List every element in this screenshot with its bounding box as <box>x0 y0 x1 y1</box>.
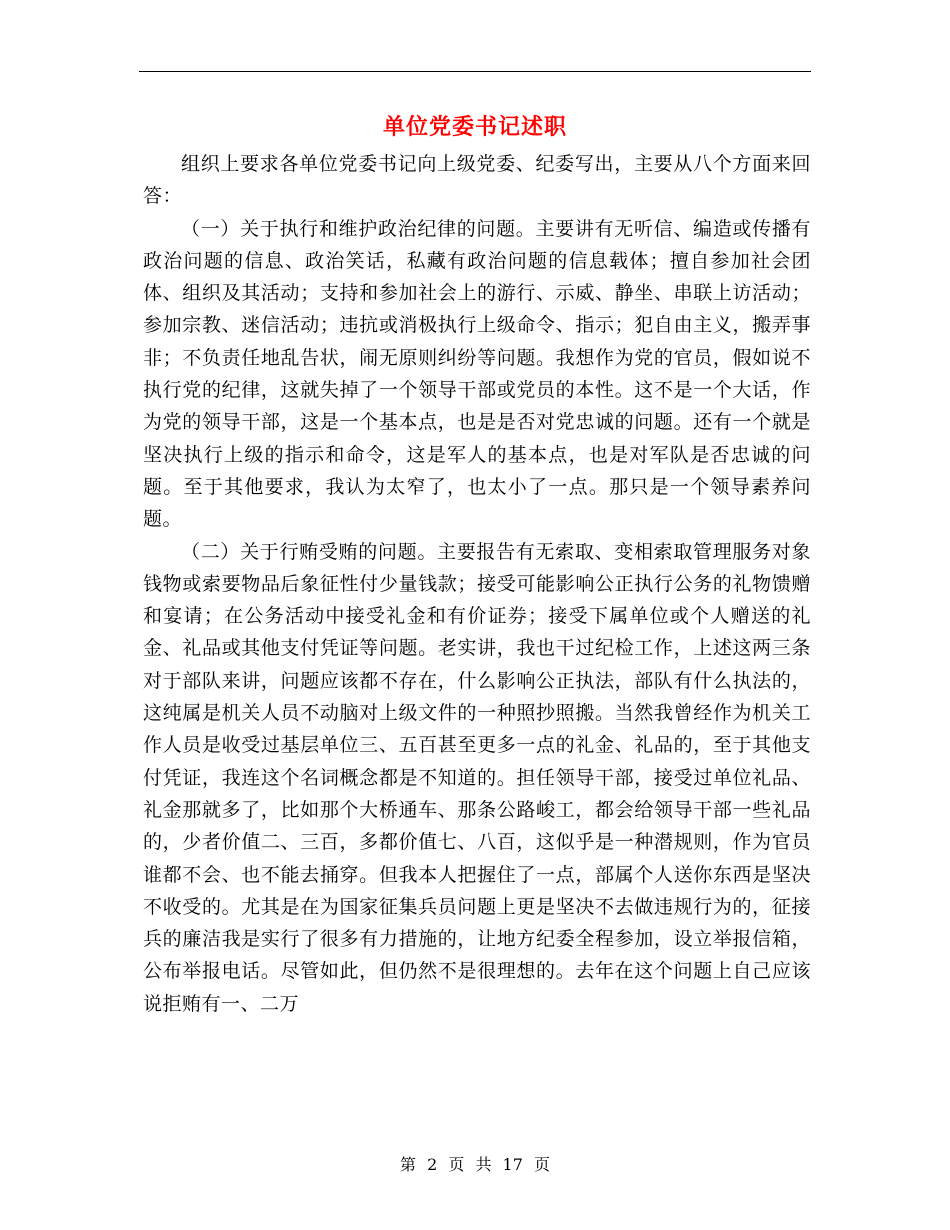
document-body <box>143 148 811 1020</box>
document-title: 单位党委书记述职 <box>382 114 567 140</box>
header-rule <box>139 71 811 72</box>
paragraph-bribery: （二）关于行贿受贿的问题。主要报告有无索取、变相索取管理服务对象钱物或索要物品后象征性付少量钱款；接受可能影响公正执行公务的礼物馈赠和宴请；在公务活动中接受礼金和有价证券；接受下属单位或个人赠送的礼金、礼品或其他支付凭证等问题。老实讲，我也干过纪检工作，上述这两三条对于部队来讲，问题应该都不存在，什么影响公正执法，部队有什么执法的，这纯属是机关人员不动脑对上级文件的一种照抄照搬。当然我曾经作为机关工作人员是收受过基层单位三、五百甚至更多一点的礼金、礼品的，至于其他支付凭证，我连这个名词概念都是不知道的。担任领导干部，接受过单位礼品、礼金那就多了，比如那个大桥通车、那条公路峻工，都会给领导干部一些礼品的，少者价值二、三百，多都价值七、八百，这似乎是一种潜规则，作为官员谁都不会、也不能去捅穿。但我本人把握住了一点，部属个人送你东西是坚决不收受的。尤其是在为国家征集兵员问题上更是坚决不去做违规行为的，征接兵的廉洁我是实行了很多有力措施的，让地方纪委全程参加，设立举报信箱，公布举报电话。尽管如此，但仍然不是很理想的。去年在这个问题上自己应该说拒贿有一、二万 <box>143 540 811 1015</box>
paragraph-political-discipline: （一）关于执行和维护政治纪律的问题。主要讲有无听信、编造或传播有政治问题的信息、政治笑话，私藏有政治问题的信息载体；擅自参加社会团体、组织及其活动；支持和参加社会上的游行、示威、静坐、串联上访活动；参加宗教、迷信活动；违抗或消极执行上级命令、指示；犯自由主义，搬弄事非；不负责任地乱告状，闹无原则纠纷等问题。我想作为党的官员，假如说不执行党的纪律，这就失掉了一个领导干部或党员的本性。这不是一个大话，作为党的领导干部，这是一个基本点，也是是否对党忠诚的问题。还有一个就是坚决执行上级的指示和命令，这是军人的基本点，也是对军队是否忠诚的问题。至于其他要求，我认为太窄了，也太小了一点。那只是一个领导素养问题。 <box>143 217 811 531</box>
paragraph-intro: 组织上要求各单位党委书记向上级党委、纪委写出，主要从八个方面来回答： <box>143 153 811 208</box>
page-number: 第 2 页 共 17 页 <box>400 1155 550 1174</box>
